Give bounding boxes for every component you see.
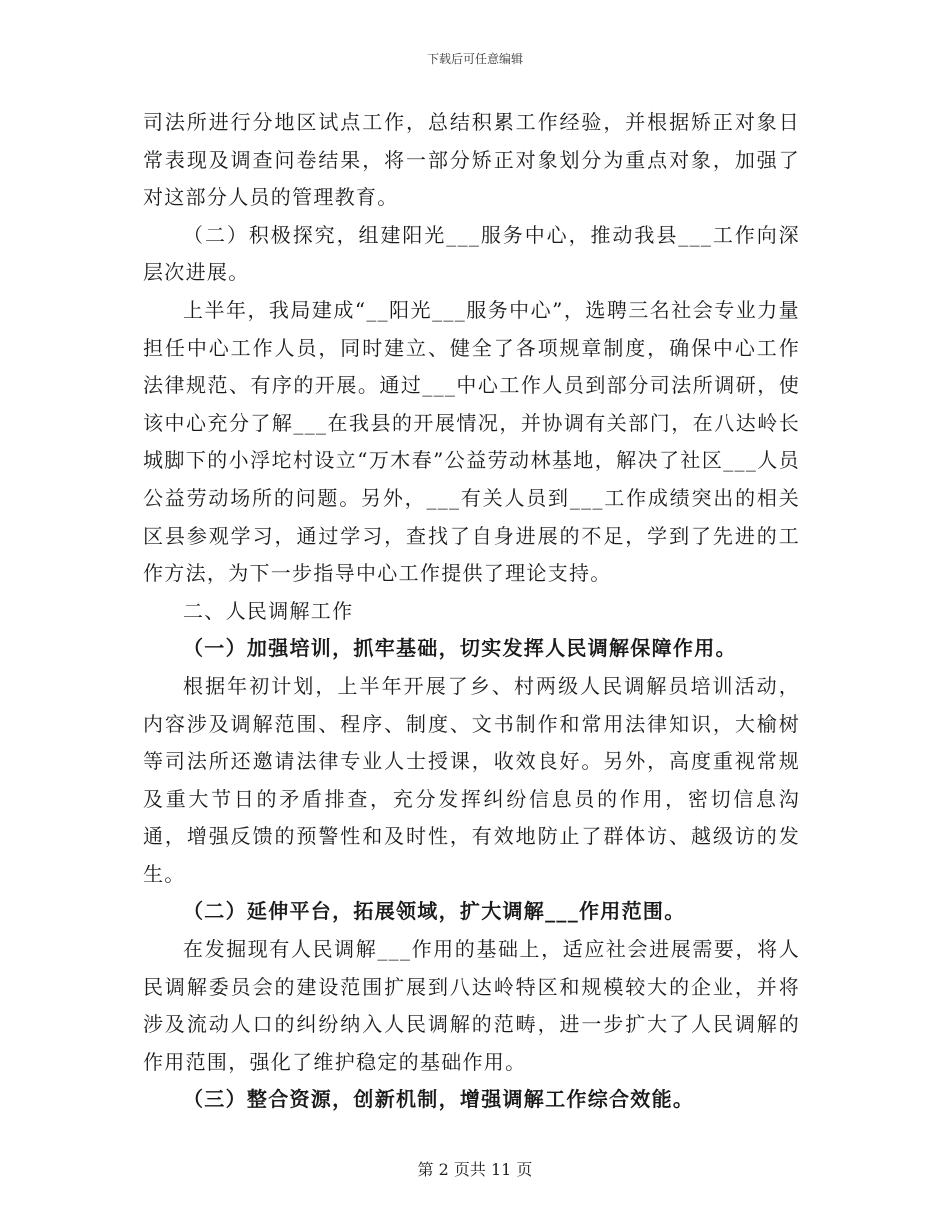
- body-paragraph: 在发掘现有人民调解___作用的基础上，适应社会进展需要，将人民调解委员会的建设范围扩展到八达岭特区和规模较大的企业，并将涉及流动人口的纠纷纳入人民调解的范畴，进一步扩大了人民调解的作用范围，强化了维护稳定的基础作用。: [143, 937, 800, 1074]
- section-heading: 二、人民调解工作: [183, 598, 354, 623]
- paragraph-continuation: 司法所进行分地区试点工作，总结积累工作经验，并根据矫正对象日常表现及调查问卷结果，将一部分矫正对象划分为重点对象，加强了对这部分人员的管理教育。: [143, 110, 800, 210]
- page-header: 下载后可任意编辑: [426, 52, 523, 66]
- page-footer: 第 2 页共 11 页: [417, 1160, 533, 1179]
- subheading: （一）加强培训，抓牢基础，切实发挥人民调解保障作用。: [183, 636, 737, 661]
- body-paragraph: 根据年初计划，上半年开展了乡、村两级人民调解员培训活动，内容涉及调解范围、程序、制度、文书制作和常用法律知识，大榆树等司法所还邀请法律专业人士授课，收效良好。另外，高度重视常规及重大节日的矛盾排查，充分发挥纠纷信息员的作用，密切信息沟通，增强反馈的预警性和及时性，有效地防止了群体访、越级访的发生。: [143, 673, 800, 886]
- subheading: （二）延伸平台，拓展领域，扩大调解___作用范围。: [183, 899, 686, 924]
- subheading: （三）整合资源，创新机制，增强调解工作综合效能。: [183, 1087, 695, 1112]
- body-paragraph: 上半年，我局建成“__阳光___服务中心”，选聘三名社会专业力量担任中心工作人员，同时建立、健全了各项规章制度，确保中心工作法律规范、有序的开展。通过___中心工作人员到部分司法所调研，使该中心充分了解___在我县的开展情况，并协调有关部门，在八达岭长城脚下的小浮坨村设立“万木春”公益劳动林基地，解决了社区___人员公益劳动场所的问题。另外，___有关人员到___工作成绩突出的相关区县参观学习，通过学习，查找了自身进展的不足，学到了先进的工作方法，为下一步指导中心工作提供了理论支持。: [143, 297, 800, 586]
- subheading-paragraph: （二）积极探究，组建阳光___服务中心，推动我县___工作向深层次进展。: [143, 222, 800, 285]
- document-body: [143, 104, 800, 1119]
